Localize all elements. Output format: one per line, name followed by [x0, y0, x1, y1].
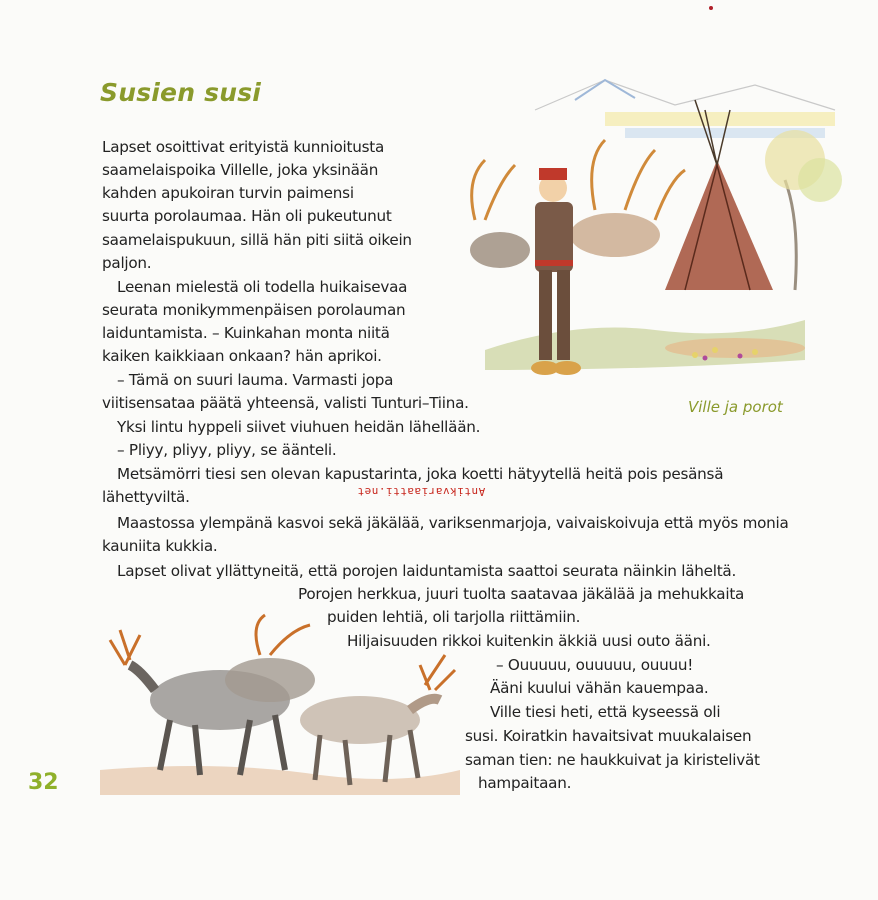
text-line: saman tien: ne haukkuivat ja kiristelivät: [465, 751, 760, 769]
text-line: Yksi lintu hyppeli siivet viuhuen heidän lähellään.: [117, 418, 481, 436]
text-line: Ääni kuului vähän kauempaa.: [490, 679, 709, 697]
text-line: Hiljaisuuden rikkoi kuitenkin äkkiä uusi outo ääni.: [347, 632, 711, 650]
text-line: susi. Koiratkin havaitsivat muukalaisen: [465, 727, 752, 745]
text-line: kaiken kaikkiaan onkaan? hän aprikoi.: [102, 347, 382, 365]
ville-reindeer-illustration: [455, 70, 875, 400]
text-line: suurta porolaumaa. Hän oli pukeutunut: [102, 207, 392, 225]
text-line: saamelaispukuun, sillä hän piti siitä oikein: [102, 231, 412, 249]
text-line: puiden lehtiä, oli tarjolla riittämiin.: [327, 608, 581, 626]
text-line: Lapset osoittivat erityistä kunnioitusta: [102, 138, 385, 156]
text-line: kahden apukoiran turvin paimensi: [102, 184, 354, 202]
text-line: Lapset olivat yllättyneitä, että porojen laiduntamista saattoi seurata näinkin läheltä.: [117, 562, 737, 580]
text-line: Ville tiesi heti, että kyseessä oli: [490, 703, 721, 721]
text-line: – Tämä on suuri lauma. Varmasti jopa: [117, 371, 394, 389]
text-line: Metsämörri tiesi sen olevan kapustarinta, joka koetti hätyytellä heitä pois pesänsä: [117, 465, 724, 483]
text-line: – Pliyy, pliyy, pliyy, se äänteli.: [117, 441, 337, 459]
watermark: Antikvariaatti.net: [357, 485, 486, 498]
page-number: 32: [28, 770, 59, 795]
text-line: hampaitaan.: [478, 774, 572, 792]
text-line: Porojen herkkua, juuri tuolta saatavaa jäkälää ja mehukkaita: [298, 585, 745, 603]
text-line: laiduntamista. – Kuinkahan monta niitä: [102, 324, 390, 342]
text-line: lähettyviltä.: [102, 488, 190, 506]
illustration-caption: Ville ja porot: [688, 398, 783, 416]
text-line: seurata monikymmenpäisen porolauman: [102, 301, 406, 319]
print-mark: [709, 6, 713, 10]
text-line: kauniita kukkia.: [102, 537, 218, 555]
text-line: Maastossa ylempänä kasvoi sekä jäkälää, variksenmarjoja, vaivaiskoivuja että myös monia: [117, 514, 789, 532]
text-line: viitisensataa päätä yhteensä, valisti Tunturi–Tiina.: [102, 394, 469, 412]
text-line: – Ouuuuu, ouuuuu, ouuuu!: [496, 656, 694, 674]
text-line: Leenan mielestä oli todella huikaisevaa: [117, 278, 408, 296]
reindeer-herd-illustration: [100, 610, 470, 800]
page-title: Susien susi: [100, 78, 262, 107]
text-line: paljon.: [102, 254, 152, 272]
text-line: saamelaispoika Villelle, joka yksinään: [102, 161, 379, 179]
